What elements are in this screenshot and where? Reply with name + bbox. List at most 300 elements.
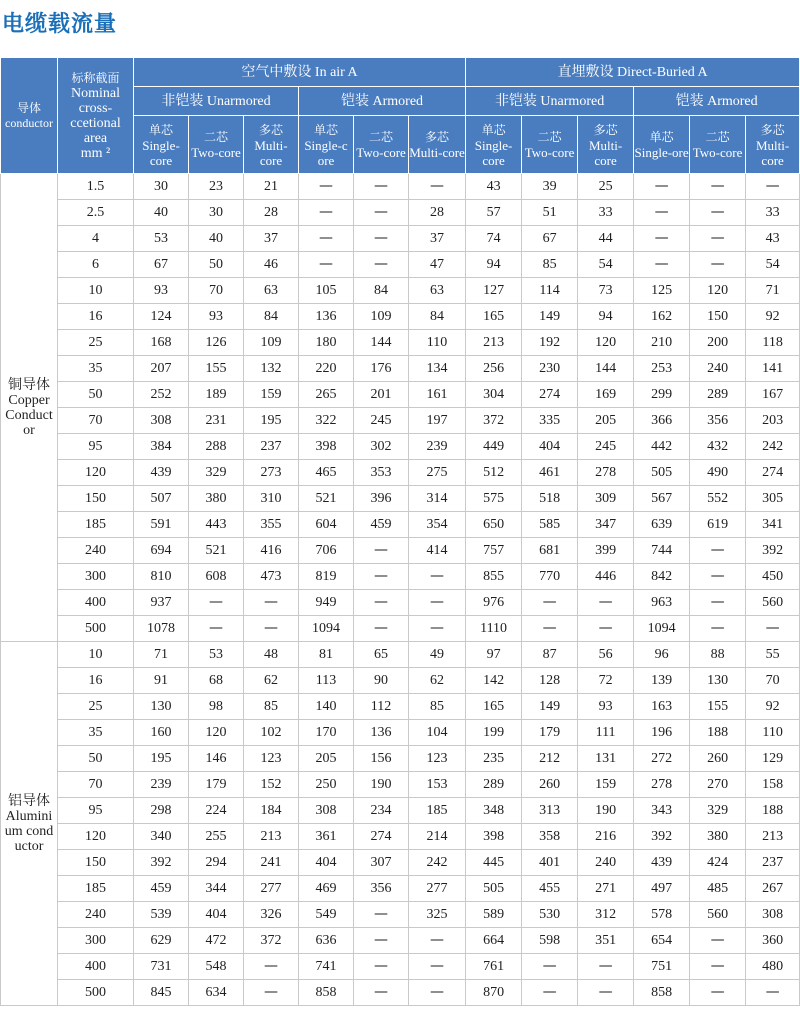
ampacity-cell: 549 bbox=[299, 902, 354, 928]
ampacity-cell: 23 bbox=[189, 174, 244, 200]
ampacity-cell: 170 bbox=[299, 720, 354, 746]
ampacity-cell: 30 bbox=[134, 174, 189, 200]
ampacity-cell: 235 bbox=[466, 746, 522, 772]
ampacity-cell: 329 bbox=[690, 798, 746, 824]
ampacity-cell: 142 bbox=[466, 668, 522, 694]
ampacity-cell: 105 bbox=[299, 278, 354, 304]
core-header bbox=[746, 116, 800, 174]
area-cell: 1.5 bbox=[58, 174, 134, 200]
ampacity-cell: 220 bbox=[299, 356, 354, 382]
ampacity-cell: 168 bbox=[134, 330, 189, 356]
ampacity-cell: 858 bbox=[299, 980, 354, 1006]
core-header bbox=[299, 116, 354, 174]
ampacity-cell: 757 bbox=[466, 538, 522, 564]
ampacity-cell: 507 bbox=[134, 486, 189, 512]
ampacity-cell: 37 bbox=[409, 226, 466, 252]
table-row bbox=[1, 356, 800, 382]
table-row bbox=[1, 252, 800, 278]
ampacity-cell: — bbox=[409, 174, 466, 200]
ampacity-cell: 210 bbox=[634, 330, 690, 356]
ampacity-cell: 184 bbox=[244, 798, 299, 824]
page-title: 电缆载流量 bbox=[2, 12, 118, 37]
ampacity-cell: — bbox=[299, 200, 354, 226]
ampacity-cell: 155 bbox=[189, 356, 244, 382]
ampacity-cell: 65 bbox=[354, 642, 409, 668]
ampacity-cell: 619 bbox=[690, 512, 746, 538]
ampacity-cell: 72 bbox=[578, 668, 634, 694]
ampacity-cell: — bbox=[690, 564, 746, 590]
ampacity-cell: 751 bbox=[634, 954, 690, 980]
core-header-en: Single-core bbox=[474, 137, 513, 168]
ampacity-cell: 512 bbox=[466, 460, 522, 486]
table-row bbox=[1, 668, 800, 694]
ampacity-cell: 629 bbox=[134, 928, 189, 954]
conductor-header-en: conductor bbox=[5, 115, 53, 130]
ampacity-cell: 278 bbox=[578, 460, 634, 486]
ampacity-cell: 169 bbox=[578, 382, 634, 408]
ampacity-cell: 30 bbox=[189, 200, 244, 226]
ampacity-cell: 234 bbox=[354, 798, 409, 824]
core-header-cn: 单芯 bbox=[481, 122, 506, 137]
table-row bbox=[1, 694, 800, 720]
ampacity-cell: 239 bbox=[134, 772, 189, 798]
ampacity-cell: 241 bbox=[244, 850, 299, 876]
ampacity-cell: 380 bbox=[189, 486, 244, 512]
ampacity-cell: 120 bbox=[690, 278, 746, 304]
ampacity-cell: 144 bbox=[354, 330, 409, 356]
ampacity-cell: 560 bbox=[690, 902, 746, 928]
ampacity-cell: — bbox=[634, 252, 690, 278]
ampacity-cell: 361 bbox=[299, 824, 354, 850]
buried-armored-header: 铠装 Armored bbox=[634, 87, 800, 116]
ampacity-cell: 156 bbox=[354, 746, 409, 772]
ampacity-cell: 91 bbox=[134, 668, 189, 694]
ampacity-cell: 650 bbox=[466, 512, 522, 538]
area-cell: 120 bbox=[58, 460, 134, 486]
area-cell: 185 bbox=[58, 876, 134, 902]
ampacity-cell: 450 bbox=[746, 564, 800, 590]
ampacity-cell: — bbox=[690, 538, 746, 564]
ampacity-cell: 654 bbox=[634, 928, 690, 954]
ampacity-cell: 309 bbox=[578, 486, 634, 512]
ampacity-cell: 277 bbox=[409, 876, 466, 902]
group-label-cn: 铜导体 bbox=[8, 376, 50, 393]
ampacity-cell: 340 bbox=[134, 824, 189, 850]
ampacity-cell: 459 bbox=[134, 876, 189, 902]
ampacity-cell: 265 bbox=[299, 382, 354, 408]
ampacity-cell: 231 bbox=[189, 408, 244, 434]
ampacity-cell: 360 bbox=[746, 928, 800, 954]
ampacity-cell: — bbox=[244, 980, 299, 1006]
ampacity-cell: 439 bbox=[134, 460, 189, 486]
ampacity-cell: 199 bbox=[466, 720, 522, 746]
ampacity-cell: 461 bbox=[522, 460, 578, 486]
ampacity-cell: 260 bbox=[690, 746, 746, 772]
ampacity-cell: 240 bbox=[578, 850, 634, 876]
ampacity-cell: 128 bbox=[522, 668, 578, 694]
ampacity-cell: 473 bbox=[244, 564, 299, 590]
table-row bbox=[1, 824, 800, 850]
ampacity-cell: — bbox=[690, 954, 746, 980]
ampacity-cell: 598 bbox=[522, 928, 578, 954]
ampacity-cell: 819 bbox=[299, 564, 354, 590]
ampacity-cell: 141 bbox=[746, 356, 800, 382]
ampacity-cell: 664 bbox=[466, 928, 522, 954]
ampacity-cell: 585 bbox=[522, 512, 578, 538]
ampacity-cell: 165 bbox=[466, 694, 522, 720]
ampacity-cell: 810 bbox=[134, 564, 189, 590]
ampacity-cell: 326 bbox=[244, 902, 299, 928]
ampacity-cell: 120 bbox=[189, 720, 244, 746]
area-cell: 10 bbox=[58, 642, 134, 668]
ampacity-cell: 190 bbox=[578, 798, 634, 824]
ampacity-cell: — bbox=[522, 980, 578, 1006]
ampacity-cell: 242 bbox=[746, 434, 800, 460]
ampacity-cell: — bbox=[354, 928, 409, 954]
area-header bbox=[58, 58, 134, 174]
ampacity-cell: — bbox=[299, 174, 354, 200]
ampacity-cell: 335 bbox=[522, 408, 578, 434]
ampacity-cell: 93 bbox=[578, 694, 634, 720]
ampacity-cell: 455 bbox=[522, 876, 578, 902]
ampacity-cell: — bbox=[409, 954, 466, 980]
ampacity-cell: 731 bbox=[134, 954, 189, 980]
ampacity-cell: 706 bbox=[299, 538, 354, 564]
ampacity-cell: — bbox=[409, 564, 466, 590]
table-row bbox=[1, 174, 800, 200]
ampacity-cell: 298 bbox=[134, 798, 189, 824]
air-unarmored-header: 非铠装 Unarmored bbox=[134, 87, 299, 116]
ampacity-cell: — bbox=[409, 616, 466, 642]
core-header-cn: 多芯 bbox=[258, 122, 283, 137]
area-cell: 70 bbox=[58, 408, 134, 434]
ampacity-cell: 159 bbox=[578, 772, 634, 798]
ampacity-cell: 39 bbox=[522, 174, 578, 200]
ampacity-cell: 216 bbox=[578, 824, 634, 850]
table-row bbox=[1, 486, 800, 512]
area-cell: 16 bbox=[58, 668, 134, 694]
core-header-en: Two-core bbox=[191, 145, 241, 160]
ampacity-cell: 189 bbox=[189, 382, 244, 408]
ampacity-cell: 47 bbox=[409, 252, 466, 278]
ampacity-cell: — bbox=[578, 980, 634, 1006]
copper-conductor-label bbox=[1, 174, 58, 642]
ampacity-cell: 694 bbox=[134, 538, 189, 564]
ampacity-cell: — bbox=[690, 928, 746, 954]
area-cell: 500 bbox=[58, 980, 134, 1006]
air-armored-header: 铠装 Armored bbox=[299, 87, 466, 116]
ampacity-cell: 67 bbox=[522, 226, 578, 252]
area-cell: 400 bbox=[58, 954, 134, 980]
core-header-en: Multi-core bbox=[588, 137, 623, 168]
area-cell: 300 bbox=[58, 928, 134, 954]
ampacity-cell: 48 bbox=[244, 642, 299, 668]
ampacity-cell: 112 bbox=[354, 694, 409, 720]
ampacity-cell: 741 bbox=[299, 954, 354, 980]
ampacity-cell: 165 bbox=[466, 304, 522, 330]
table-header bbox=[1, 58, 800, 174]
ampacity-cell: 188 bbox=[746, 798, 800, 824]
ampacity-cell: 446 bbox=[578, 564, 634, 590]
table-row bbox=[1, 876, 800, 902]
table-row bbox=[1, 304, 800, 330]
ampacity-cell: 443 bbox=[189, 512, 244, 538]
area-cell: 500 bbox=[58, 616, 134, 642]
table-row bbox=[1, 512, 800, 538]
area-cell: 95 bbox=[58, 434, 134, 460]
ampacity-cell: 44 bbox=[578, 226, 634, 252]
group-label-en: Copper Conductor bbox=[5, 392, 53, 438]
area-cell: 150 bbox=[58, 486, 134, 512]
ampacity-cell: 124 bbox=[134, 304, 189, 330]
ampacity-cell: 1078 bbox=[134, 616, 189, 642]
ampacity-cell: 401 bbox=[522, 850, 578, 876]
core-header-en: Two-core bbox=[524, 145, 575, 160]
ampacity-cell: — bbox=[578, 616, 634, 642]
core-header-cn: 单芯 bbox=[313, 122, 338, 137]
ampacity-cell: 28 bbox=[244, 200, 299, 226]
ampacity-cell: 250 bbox=[299, 772, 354, 798]
ampacity-cell: 308 bbox=[299, 798, 354, 824]
core-header-en: Two-core bbox=[692, 145, 743, 160]
ampacity-cell: 845 bbox=[134, 980, 189, 1006]
ampacity-cell: 126 bbox=[189, 330, 244, 356]
ampacity-cell: 237 bbox=[244, 434, 299, 460]
ampacity-cell: 304 bbox=[466, 382, 522, 408]
table-row bbox=[1, 616, 800, 642]
table-row bbox=[1, 460, 800, 486]
ampacity-cell: 505 bbox=[466, 876, 522, 902]
ampacity-cell: — bbox=[690, 226, 746, 252]
area-cell: 50 bbox=[58, 382, 134, 408]
ampacity-cell: 203 bbox=[746, 408, 800, 434]
ampacity-cell: 85 bbox=[409, 694, 466, 720]
ampacity-cell: 46 bbox=[244, 252, 299, 278]
conductor-header bbox=[1, 58, 58, 174]
ampacity-cell: 109 bbox=[244, 330, 299, 356]
ampacity-cell: 521 bbox=[189, 538, 244, 564]
core-header bbox=[466, 116, 522, 174]
ampacity-cell: 136 bbox=[354, 720, 409, 746]
ampacity-cell: 176 bbox=[354, 356, 409, 382]
table-row bbox=[1, 538, 800, 564]
ampacity-cell: 57 bbox=[466, 200, 522, 226]
ampacity-cell: 40 bbox=[189, 226, 244, 252]
table-row bbox=[1, 434, 800, 460]
ampacity-cell: — bbox=[690, 980, 746, 1006]
ampacity-cell: 63 bbox=[409, 278, 466, 304]
ampacity-cell: 1094 bbox=[299, 616, 354, 642]
ampacity-cell: 855 bbox=[466, 564, 522, 590]
table-row bbox=[1, 226, 800, 252]
ampacity-cell: 442 bbox=[634, 434, 690, 460]
ampacity-cell: 192 bbox=[522, 330, 578, 356]
ampacity-cell: 200 bbox=[690, 330, 746, 356]
ampacity-cell: 88 bbox=[690, 642, 746, 668]
ampacity-cell: 380 bbox=[690, 824, 746, 850]
ampacity-cell: 358 bbox=[522, 824, 578, 850]
ampacity-cell: 273 bbox=[244, 460, 299, 486]
core-header-cn: 单芯 bbox=[649, 130, 674, 144]
ampacity-cell: 179 bbox=[522, 720, 578, 746]
table-row bbox=[1, 642, 800, 668]
ampacity-cell: — bbox=[522, 954, 578, 980]
ampacity-cell: 207 bbox=[134, 356, 189, 382]
ampacity-cell: 94 bbox=[578, 304, 634, 330]
ampacity-cell: 356 bbox=[354, 876, 409, 902]
area-cell: 120 bbox=[58, 824, 134, 850]
ampacity-cell: — bbox=[189, 590, 244, 616]
ampacity-cell: 343 bbox=[634, 798, 690, 824]
ampacity-cell: 245 bbox=[354, 408, 409, 434]
core-header bbox=[134, 116, 189, 174]
ampacity-cell: — bbox=[746, 980, 800, 1006]
ampacity-cell: 858 bbox=[634, 980, 690, 1006]
area-cell: 50 bbox=[58, 746, 134, 772]
table-row bbox=[1, 928, 800, 954]
ampacity-cell: 71 bbox=[134, 642, 189, 668]
ampacity-cell: 134 bbox=[409, 356, 466, 382]
ampacity-cell: 347 bbox=[578, 512, 634, 538]
ampacity-cell: 33 bbox=[578, 200, 634, 226]
ampacity-cell: 469 bbox=[299, 876, 354, 902]
ampacity-cell: 604 bbox=[299, 512, 354, 538]
ampacity-cell: — bbox=[354, 902, 409, 928]
group-label-cn: 铝导体 bbox=[8, 792, 50, 809]
ampacity-cell: 392 bbox=[746, 538, 800, 564]
ampacity-cell: 37 bbox=[244, 226, 299, 252]
ampacity-cell: 90 bbox=[354, 668, 409, 694]
ampacity-cell: 81 bbox=[299, 642, 354, 668]
ampacity-cell: 445 bbox=[466, 850, 522, 876]
ampacity-cell: 396 bbox=[354, 486, 409, 512]
ampacity-cell: 289 bbox=[466, 772, 522, 798]
ampacity-cell: 51 bbox=[522, 200, 578, 226]
in-air-header: 空气中敷设 In air A bbox=[134, 58, 466, 87]
ampacity-cell: 94 bbox=[466, 252, 522, 278]
area-cell: 35 bbox=[58, 720, 134, 746]
ampacity-cell: 237 bbox=[746, 850, 800, 876]
ampacity-cell: 366 bbox=[634, 408, 690, 434]
ampacity-cell: 56 bbox=[578, 642, 634, 668]
ampacity-cell: 937 bbox=[134, 590, 189, 616]
ampacity-cell: 63 bbox=[244, 278, 299, 304]
ampacity-cell: 104 bbox=[409, 720, 466, 746]
ampacity-cell: 161 bbox=[409, 382, 466, 408]
ampacity-cell: 277 bbox=[244, 876, 299, 902]
ampacity-cell: 109 bbox=[354, 304, 409, 330]
ampacity-cell: 1094 bbox=[634, 616, 690, 642]
ampacity-cell: 399 bbox=[578, 538, 634, 564]
core-header-cn: 多芯 bbox=[425, 130, 450, 144]
area-header-cn: 标称截面 bbox=[71, 70, 120, 85]
ampacity-cell: 432 bbox=[690, 434, 746, 460]
ampacity-cell: 548 bbox=[189, 954, 244, 980]
ampacity-cell: 465 bbox=[299, 460, 354, 486]
core-header-en: Single-c ore bbox=[304, 137, 348, 168]
ampacity-cell: — bbox=[354, 590, 409, 616]
ampacity-cell: 341 bbox=[746, 512, 800, 538]
ampacity-cell: 28 bbox=[409, 200, 466, 226]
ampacity-cell: 270 bbox=[690, 772, 746, 798]
ampacity-cell: — bbox=[354, 252, 409, 278]
ampacity-cell: 25 bbox=[578, 174, 634, 200]
ampacity-cell: — bbox=[354, 200, 409, 226]
ampacity-cell: 356 bbox=[690, 408, 746, 434]
ampacity-cell: 253 bbox=[634, 356, 690, 382]
core-header-cn: 多芯 bbox=[760, 122, 785, 137]
ampacity-cell: 404 bbox=[189, 902, 244, 928]
ampacity-cell: 71 bbox=[746, 278, 800, 304]
ampacity-cell: — bbox=[634, 226, 690, 252]
core-header bbox=[354, 116, 409, 174]
ampacity-cell: 43 bbox=[466, 174, 522, 200]
ampacity-cell: 140 bbox=[299, 694, 354, 720]
ampacity-cell: 472 bbox=[189, 928, 244, 954]
table-row bbox=[1, 590, 800, 616]
ampacity-cell: 314 bbox=[409, 486, 466, 512]
ampacity-cell: 354 bbox=[409, 512, 466, 538]
ampacity-cell: 132 bbox=[244, 356, 299, 382]
ampacity-cell: 589 bbox=[466, 902, 522, 928]
ampacity-cell: 85 bbox=[244, 694, 299, 720]
ampacity-cell: 308 bbox=[746, 902, 800, 928]
area-cell: 16 bbox=[58, 304, 134, 330]
ampacity-cell: 205 bbox=[578, 408, 634, 434]
ampacity-cell: 163 bbox=[634, 694, 690, 720]
ampacity-cell: 240 bbox=[690, 356, 746, 382]
ampacity-cell: 608 bbox=[189, 564, 244, 590]
area-header-unit: mm ² bbox=[80, 145, 111, 161]
ampacity-cell: 196 bbox=[634, 720, 690, 746]
core-header-cn: 二芯 bbox=[368, 130, 393, 144]
ampacity-cell: 139 bbox=[634, 668, 690, 694]
ampacity-cell: — bbox=[354, 174, 409, 200]
ampacity-cell: 255 bbox=[189, 824, 244, 850]
ampacity-cell: 110 bbox=[746, 720, 800, 746]
ampacity-cell: 159 bbox=[244, 382, 299, 408]
ampacity-cell: 205 bbox=[299, 746, 354, 772]
table-row bbox=[1, 408, 800, 434]
ampacity-cell: 185 bbox=[409, 798, 466, 824]
ampacity-cell: 114 bbox=[522, 278, 578, 304]
core-header bbox=[189, 116, 244, 174]
area-cell: 240 bbox=[58, 902, 134, 928]
ampacity-cell: 294 bbox=[189, 850, 244, 876]
ampacity-cell: 84 bbox=[409, 304, 466, 330]
table-row bbox=[1, 902, 800, 928]
ampacity-cell: 591 bbox=[134, 512, 189, 538]
ampacity-cell: 480 bbox=[746, 954, 800, 980]
ampacity-cell: 539 bbox=[134, 902, 189, 928]
area-cell: 25 bbox=[58, 330, 134, 356]
ampacity-cell: — bbox=[354, 616, 409, 642]
ampacity-cell: 150 bbox=[690, 304, 746, 330]
ampacity-cell: 521 bbox=[299, 486, 354, 512]
ampacity-cell: 299 bbox=[634, 382, 690, 408]
core-header-en: Two-core bbox=[356, 145, 406, 160]
ampacity-cell: 50 bbox=[189, 252, 244, 278]
ampacity-cell: 681 bbox=[522, 538, 578, 564]
area-cell: 300 bbox=[58, 564, 134, 590]
ampacity-cell: 560 bbox=[746, 590, 800, 616]
ampacity-cell: 214 bbox=[409, 824, 466, 850]
ampacity-cell: 120 bbox=[578, 330, 634, 356]
ampacity-cell: 424 bbox=[690, 850, 746, 876]
table-row bbox=[1, 980, 800, 1006]
ampacity-cell: 398 bbox=[299, 434, 354, 460]
ampacity-cell: — bbox=[746, 174, 800, 200]
